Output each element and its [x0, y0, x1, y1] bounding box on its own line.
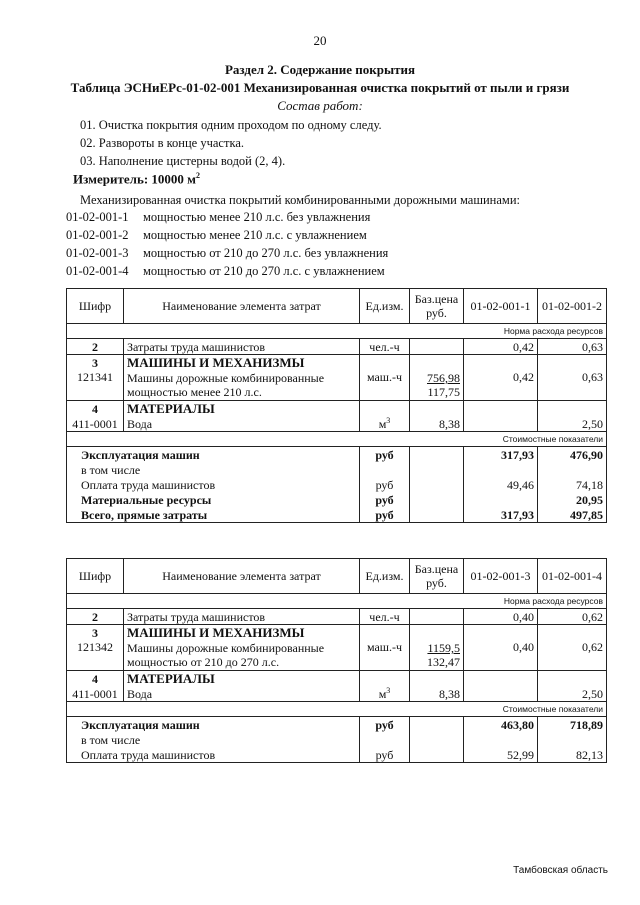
cell-value-b: 0,62: [538, 640, 607, 671]
table-row: [67, 416, 607, 432]
cell-name: МАШИНЫ И МЕХАНИЗМЫ: [124, 625, 360, 641]
cell-name: в том числе: [67, 462, 360, 477]
header-col-b: 01-02-001-2: [538, 289, 607, 324]
variant-item: 01-02-001-1 мощностью менее 210 л.с. без увлажнения: [66, 210, 371, 224]
cell-name: Оплата труда машинистов: [67, 747, 360, 763]
table-row: [67, 732, 607, 747]
footer-region: Тамбовская область: [513, 865, 608, 876]
cell-price: 1159,5: [427, 641, 460, 655]
table-row: [67, 640, 607, 671]
cost-label: Стоимостные показатели: [67, 702, 607, 717]
table-row: [67, 717, 607, 733]
cell-value-a: [464, 416, 538, 432]
table-row: [67, 671, 607, 687]
cell-code: 2: [67, 339, 124, 355]
header-unit: Ед.изм.: [360, 289, 410, 324]
cell-unit: чел.-ч: [360, 609, 410, 625]
variant-item: 01-02-001-3 мощностью от 210 до 270 л.с. без увлажнения: [66, 246, 389, 260]
cell-code: 3: [67, 355, 124, 371]
table-row: [67, 492, 607, 507]
header-code: Шифр: [67, 559, 124, 594]
cell-value-a: 0,42: [464, 370, 538, 401]
cell-unit: руб: [360, 447, 410, 463]
cell-unit: чел.-ч: [360, 339, 410, 355]
cell-price-sub: 132,47: [427, 655, 460, 669]
table-row: [67, 747, 607, 763]
header-name: Наименование элемента затрат: [124, 559, 360, 594]
cell-name: Эксплуатация машин: [67, 717, 360, 733]
cell-value-a: 317,93: [464, 507, 538, 523]
intro-text: Механизированная очистка покрытий комбинированными дорожными машинами:: [80, 193, 520, 207]
table-header-row: [67, 289, 607, 324]
cell-value-a: 317,93: [464, 447, 538, 463]
cell-value-b: 82,13: [538, 747, 607, 763]
header-col-a: 01-02-001-1: [464, 289, 538, 324]
cell-unit: маш.-ч: [360, 370, 410, 401]
cell-name: МАТЕРИАЛЫ: [124, 671, 360, 687]
table-row: [67, 507, 607, 523]
cell-name: в том числе: [67, 732, 360, 747]
section-title: Раздел 2. Содержание покрытия: [224, 62, 416, 77]
cell-value-b: 20,95: [538, 492, 607, 507]
table-header-row: [67, 559, 607, 594]
cell-price: 8,38: [410, 416, 464, 432]
cell-price: 756,98: [427, 371, 460, 385]
cost-label: Стоимостные показатели: [67, 432, 607, 447]
cell-name: Всего, прямые затраты: [67, 507, 360, 523]
cell-unit: руб: [360, 492, 410, 507]
cell-name: Эксплуатация машин: [67, 447, 360, 463]
cell-value-b: 2,50: [538, 416, 607, 432]
cell-value-a: 0,40: [464, 640, 538, 671]
table-row: [67, 401, 607, 417]
cell-name: МАТЕРИАЛЫ: [124, 401, 360, 417]
resource-table-1: [66, 288, 607, 523]
cell-name: Оплата труда машинистов: [67, 477, 360, 492]
cell-unit: руб: [360, 717, 410, 733]
cell-value-a: 49,46: [464, 477, 538, 492]
works-heading: Состав работ:: [277, 98, 363, 113]
cell-name: Машины дорожные комбинированные: [127, 641, 325, 655]
cell-name: Затраты труда машинистов: [124, 609, 360, 625]
cell-name-line2: мощностью от 210 до 270 л.с.: [127, 655, 280, 669]
header-col-a: 01-02-001-3: [464, 559, 538, 594]
header-col-b: 01-02-001-4: [538, 559, 607, 594]
page-number: 20: [313, 33, 327, 48]
cell-name: Вода: [124, 416, 360, 432]
cell-value-b: 0,62: [538, 609, 607, 625]
header-price: Баз.цена руб.: [410, 289, 464, 324]
norm-label: Норма расхода ресурсов: [67, 324, 607, 339]
resource-table-2: [66, 558, 607, 763]
cell-price: 8,38: [410, 686, 464, 702]
cell-code: 121342: [67, 640, 124, 671]
norm-label: Норма расхода ресурсов: [67, 594, 607, 609]
cell-value-b: 497,85: [538, 507, 607, 523]
variant-item: 01-02-001-4 мощностью от 210 до 270 л.с. с увлажнением: [66, 264, 385, 278]
cell-code: 4: [67, 401, 124, 417]
variant-item: 01-02-001-2 мощностью менее 210 л.с. с увлажнением: [66, 228, 367, 242]
cell-value-b: 74,18: [538, 477, 607, 492]
work-item: 03. Наполнение цистерны водой (2, 4).: [80, 154, 286, 168]
cell-unit: руб: [360, 747, 410, 763]
cell-name: Материальные ресурсы: [67, 492, 360, 507]
cell-name: МАШИНЫ И МЕХАНИЗМЫ: [124, 355, 360, 371]
cell-value-a: [464, 492, 538, 507]
cell-unit: $м^3$: [360, 686, 410, 702]
cell-value-a: 0,40: [464, 609, 538, 625]
cell-value-a: 52,99: [464, 747, 538, 763]
table-row: [67, 339, 607, 355]
cell-value-b: 476,90: [538, 447, 607, 463]
cell-price-sub: 117,75: [427, 385, 460, 399]
cell-unit: руб: [360, 477, 410, 492]
cell-name-line2: мощностью менее 210 л.с.: [127, 385, 262, 399]
cell-code: 4: [67, 671, 124, 687]
measure-unit: Измеритель: 10000 $м^2$: [73, 171, 201, 187]
cell-code: 411-0001: [67, 686, 124, 702]
cell-value-b: 0,63: [538, 370, 607, 401]
cell-name: Вода: [124, 686, 360, 702]
cell-code: 121341: [67, 370, 124, 401]
table-row: [67, 447, 607, 463]
cell-name: Затраты труда машинистов: [124, 339, 360, 355]
header-name: Наименование элемента затрат: [124, 289, 360, 324]
cell-name: Машины дорожные комбинированные: [127, 371, 325, 385]
cell-unit: $м^3$: [360, 416, 410, 432]
table-row: [67, 355, 607, 371]
cell-value-b: 2,50: [538, 686, 607, 702]
cell-unit: руб: [360, 507, 410, 523]
work-item: 01. Очистка покрытия одним проходом по одному следу.: [80, 118, 382, 132]
cell-value-b: 0,63: [538, 339, 607, 355]
header-price: Баз.цена руб.: [410, 559, 464, 594]
table-row: [67, 625, 607, 641]
table-row: [67, 462, 607, 477]
table-row: [67, 686, 607, 702]
cell-value-b: 718,89: [538, 717, 607, 733]
cell-code: 3: [67, 625, 124, 641]
cell-value-a: 0,42: [464, 339, 538, 355]
cell-code: 411-0001: [67, 416, 124, 432]
cell-value-a: [464, 686, 538, 702]
table-row: [67, 609, 607, 625]
cell-value-a: 463,80: [464, 717, 538, 733]
table-row: [67, 477, 607, 492]
table-title: Таблица ЭСНиЕРс-01-02-001 Механизированная очистка покрытий от пыли и грязи: [70, 80, 570, 95]
table-row: [67, 370, 607, 401]
cell-code: 2: [67, 609, 124, 625]
cell-unit: маш.-ч: [360, 640, 410, 671]
work-item: 02. Развороты в конце участка.: [80, 136, 244, 150]
header-unit: Ед.изм.: [360, 559, 410, 594]
header-code: Шифр: [67, 289, 124, 324]
